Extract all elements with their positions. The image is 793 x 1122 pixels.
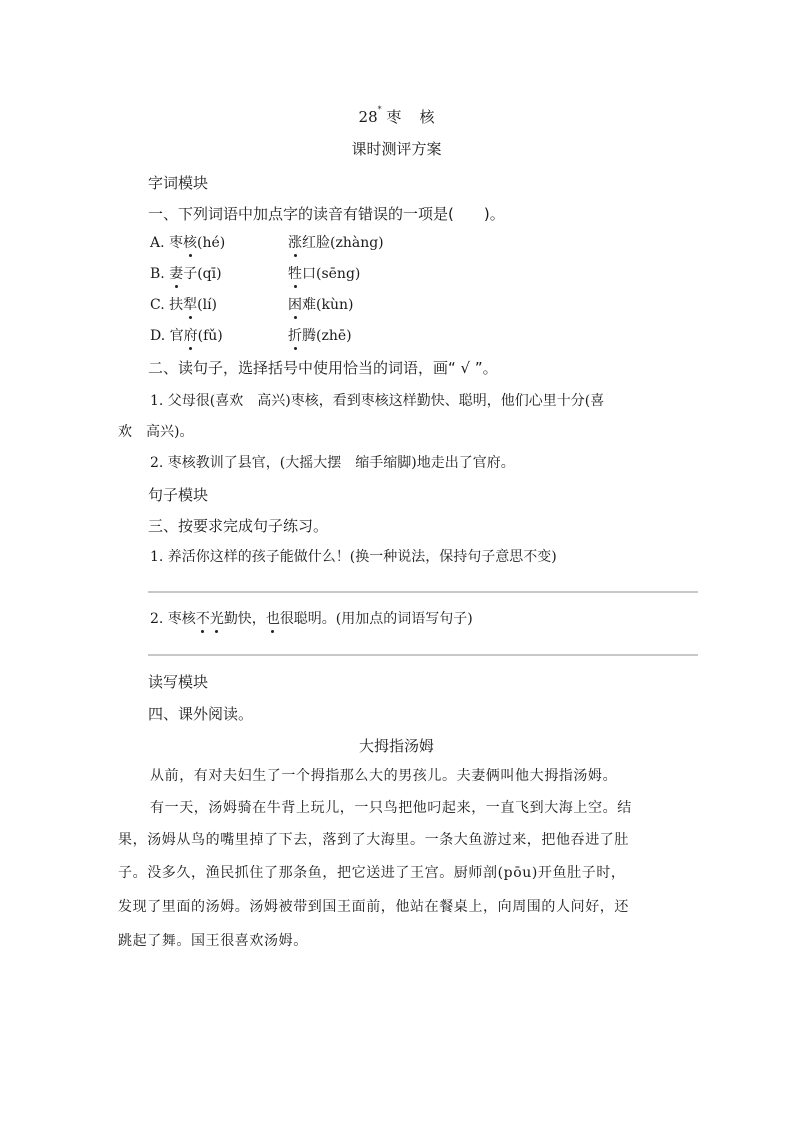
- answer-line-1[interactable]: [148, 591, 698, 593]
- story-line-3: 果，汤姆从鸟的嘴里掉了下去，落到了大海里。一条大鱼游过来，把他吞进了肚: [118, 832, 629, 848]
- module-heading-sentences: 句子模块: [148, 486, 209, 504]
- lesson-title: [0, 106, 793, 127]
- lesson-mark: *: [377, 105, 382, 114]
- option-b: B. 妻子(qī): [150, 263, 222, 283]
- module-heading-words: 字词模块: [148, 174, 209, 192]
- lesson-title-char-1: 枣: [386, 108, 402, 126]
- question-2-item-1-cont: 欢 高兴)。: [118, 424, 194, 440]
- question-4-prompt: 四、课外阅读。: [148, 705, 254, 723]
- question-3-prompt: 三、按要求完成句子练习。: [148, 517, 329, 535]
- option-a: A. 枣核(hé): [150, 232, 225, 252]
- question-3-item-2: 2. 枣核不光勤快，也很聪明。(用加点的词语写句子): [150, 608, 473, 628]
- question-2-prompt: 二、读句子，选择括号中使用恰当的词语，画“ √ ”。: [148, 359, 498, 377]
- story-title: 大拇指汤姆: [358, 737, 434, 755]
- module-heading-reading: 读写模块: [148, 673, 209, 691]
- question-1-prompt: 一、下列词语中加点字的读音有错误的一项是( )。: [148, 205, 505, 223]
- option-d-word-2: 折腾(zhē): [288, 325, 352, 345]
- story-line-1: 从前，有对夫妇生了一个拇指那么大的男孩儿。夫妻俩叫他大拇指汤姆。: [150, 768, 618, 784]
- story-line-4: 子。没多久，渔民抓住了那条鱼，把它送进了王宫。厨师剖(pōu)开鱼肚子时，: [118, 865, 626, 881]
- story-line-2: 有一天，汤姆骑在牛背上玩儿，一只鸟把他叼起来，一直飞到大海上空。结: [150, 800, 632, 816]
- option-d: D. 官府(fǔ): [150, 325, 223, 345]
- question-3-item-1: 1. 养活你这样的孩子能做什么！(换一种说法，保持句子意思不变): [150, 549, 557, 565]
- story-line-6: 跳起了舞。国王很喜欢汤姆。: [118, 933, 308, 949]
- answer-line-2[interactable]: [148, 654, 698, 656]
- question-2-item-1: 1. 父母很(喜欢 高兴)枣核，看到枣核这样勤快、聪明，他们心里十分(喜: [150, 393, 605, 409]
- page-subtitle: 课时测评方案: [351, 140, 442, 158]
- option-b-word-2: 牲口(sēng): [288, 263, 360, 283]
- option-c: C. 扶犁(lí): [150, 294, 217, 314]
- option-c-word-2: 困难(kùn): [288, 294, 353, 314]
- option-a-word-2: 涨红脸(zhàng): [288, 232, 384, 252]
- lesson-title-char-2: 核: [419, 108, 435, 126]
- story-line-5: 发现了里面的汤姆。汤姆被带到国王面前，他站在餐桌上，向周围的人问好，还: [118, 899, 629, 915]
- question-2-item-2: 2. 枣核教训了县官，(大摇大摆 缩手缩脚)地走出了官府。: [150, 455, 515, 471]
- lesson-number: 28: [358, 108, 378, 126]
